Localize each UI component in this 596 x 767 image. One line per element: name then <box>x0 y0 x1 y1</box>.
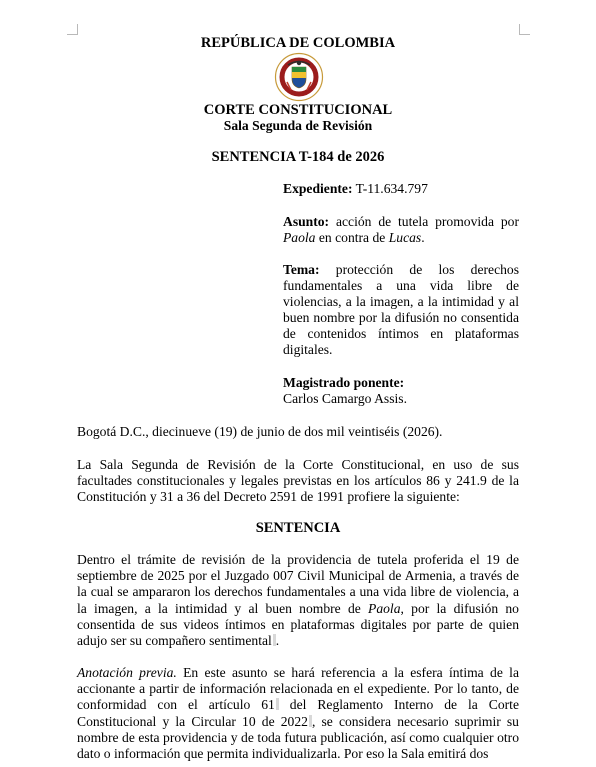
ruling-title: SENTENCIA T-184 de 2026 <box>211 149 385 165</box>
paragraph-2-text-c: , se considera necesario suprimir su nombre de esta providencia y de toda futura publicación, así como cualquier otro dato o información que permita individualizarla. Por eso la Sala emitirá dos <box>77 713 519 762</box>
asunto-party-plaintiff: Paola <box>283 230 316 245</box>
expediente-label: Expediente: <box>283 181 353 196</box>
asunto-period: . <box>421 230 425 245</box>
magistrado-block <box>283 375 519 407</box>
crop-mark-top-left <box>67 24 78 35</box>
asunto-connector: en contra de <box>318 230 386 245</box>
country-title: REPÚBLICA DE COLOMBIA <box>200 35 396 51</box>
paragraph-2-italic-lead: Anotación previa. <box>77 665 177 680</box>
paragraph-2 <box>77 665 519 762</box>
intro-paragraph: La Sala Segunda de Revisión de la Corte Constitucional, en uso de sus facultades constitucionales y legales previstas en los artículos 86 y 241.9 de la Constitución y 31 a 36 del Decreto 2591 de 1991 profiere la siguiente: <box>77 457 519 505</box>
crop-mark-top-right <box>519 24 530 35</box>
paragraph-1-text-a: Dentro el trámite de revisión de la providencia de tutela proferida el 19 de septiembre de 2025 por el Juzgado 007 Civil Municipal de Armenia, a través de la cual se ampararon los derechos fundamentales a una vida libre de violencia, a la imagen, a la intimidad y al buen nombre de <box>77 552 519 616</box>
expediente-value: T-11.634.797 <box>355 181 428 196</box>
sentencia-heading: SENTENCIA <box>255 520 341 536</box>
chamber-name: Sala Segunda de Revisión <box>223 118 373 133</box>
coat-of-arms-seal-icon <box>274 52 324 102</box>
paragraph-1-name: Paola <box>368 600 401 616</box>
tema-block <box>283 262 519 358</box>
paragraph-1-end: . <box>275 633 280 649</box>
magistrado-label: Magistrado ponente: <box>283 375 405 390</box>
magistrado-value: Carlos Camargo Assis. <box>283 391 407 406</box>
asunto-party-defendant: Lucas <box>388 230 422 245</box>
paragraph-2-text-b: del Reglamento Interno de la Corte Constitucional y la Circular 10 de 2022 <box>77 697 519 729</box>
tema-value: protección de los derechos fundamentales a una vida libre de violencias, a la imagen, a la intimidad y al buen nombre por la difusión no consentida de contenidos íntimos en plataformas digitales. <box>283 262 519 357</box>
asunto-block <box>283 214 519 246</box>
date-line: Bogotá D.C., diecinueve (19) de junio de dos mil veintiséis (2026). <box>77 424 443 439</box>
paragraph-1-text-b: , por la difusión no consentida de sus videos íntimos en plataformas digitales por parte de quien adujo ser su compañero sentimental <box>77 600 519 649</box>
paragraph-2-text-a: En este asunto se hará referencia a la esfera íntima de la accionante a partir de información relacionada en el expediente. Por lo tanto, de conformidad con el artículo 61 <box>77 665 519 713</box>
paragraph-1 <box>77 552 519 649</box>
tema-label: Tema: <box>283 262 320 277</box>
court-name: CORTE CONSTITUCIONAL <box>203 102 393 118</box>
asunto-text: acción de tutela promovida por <box>335 214 519 229</box>
asunto-label: Asunto: <box>283 214 330 229</box>
expediente-block <box>283 181 519 197</box>
